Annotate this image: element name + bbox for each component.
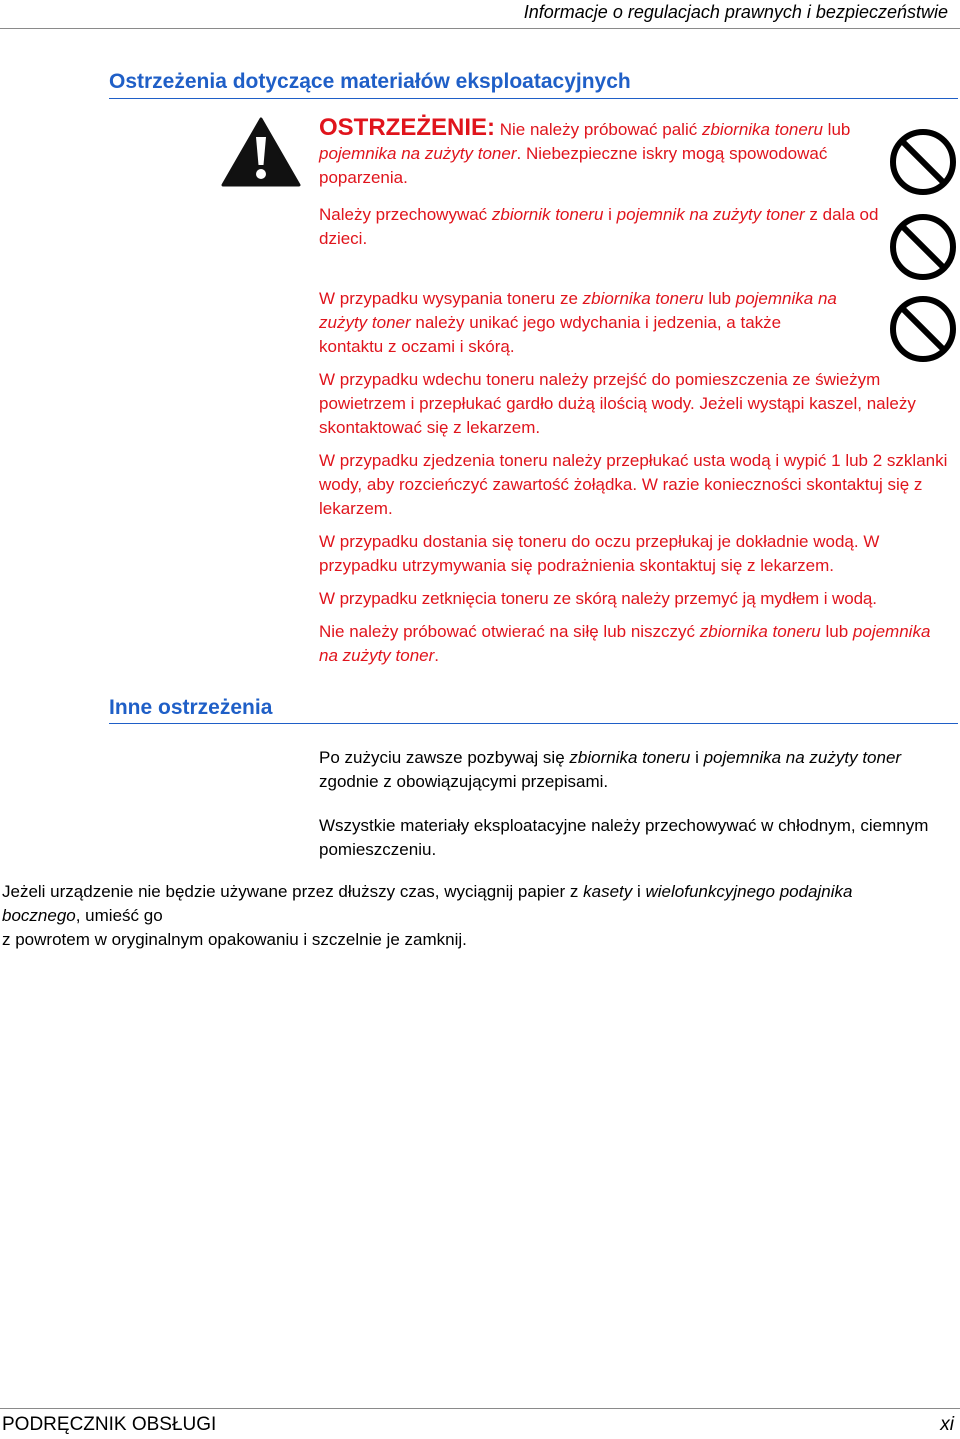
long-storage-paragraph	[2, 880, 902, 952]
text-run: zgodnie z obowiązującymi przepisami.	[319, 772, 609, 791]
text-run: lub	[822, 120, 851, 139]
storage-paragraph	[319, 814, 949, 862]
section-divider	[109, 723, 958, 724]
emphasized-term: pojemnika na zużyty toner	[703, 748, 902, 767]
text-run: Jeżeli urządzenie nie będzie używane przez dłuższy czas, wyciągnij papier z	[2, 882, 584, 901]
emphasized-term: zbiornika toneru	[699, 622, 821, 641]
prohibition-sign-icon	[889, 213, 957, 281]
text-run: Należy przechowywać	[319, 205, 492, 224]
emphasized-term: pojemnik na zużyty toner	[616, 205, 805, 224]
warning-paragraph-swallow	[319, 449, 959, 521]
emphasized-term: zbiornika toneru	[701, 120, 823, 139]
text-run: W przypadku zjedzenia toneru należy przepłukać usta wodą i wypić 1 lub 2 szklanki wody, aby rozcieńczyć zawartość żołądka. W razie konieczności skontaktuj się z lekarzem.	[319, 451, 948, 518]
text-run: W przypadku wysypania toneru ze	[319, 289, 583, 308]
text-run: Wszystkie materiały eksploatacyjne należy przechowywać w chłodnym, ciemnym pomieszczeniu.	[319, 816, 929, 859]
running-header: Informacje o regulacjach prawnych i bezpieczeństwie	[523, 2, 948, 22]
text-run: i	[632, 882, 646, 901]
section-heading-consumables: Ostrzeżenia dotyczące materiałów eksploatacyjnych	[109, 70, 631, 93]
text-run: z powrotem w oryginalnym opakowaniu i szczelnie je zamknij.	[2, 930, 467, 949]
text-run: W przypadku dostania się toneru do oczu przepłukaj je dokładnie wodą. W przypadku utrzymywania się podrażnienia skontaktuj się z lekarzem.	[319, 532, 880, 575]
emphasized-term: pojemnika na zużyty toner	[319, 144, 517, 163]
section-divider	[109, 98, 958, 99]
section-heading-other-warnings: Inne ostrzeżenia	[109, 696, 273, 719]
footer-divider	[0, 1408, 960, 1409]
emphasized-term: pojemnika na zużyty toner	[319, 289, 837, 332]
page-number: xi	[940, 1414, 954, 1435]
emphasized-term: zbiornik toneru	[491, 205, 604, 224]
warning-paragraph-spill	[319, 287, 839, 359]
emphasized-term: kasety	[583, 882, 633, 901]
text-run: . Niebezpieczne iskry mogą spowodować poparzenia.	[319, 144, 828, 187]
text-run: , umieść go	[75, 906, 163, 925]
text-run: Nie należy próbować otwierać na siłę lub niszczyć	[319, 622, 700, 641]
warning-paragraph-eyes	[319, 530, 949, 578]
warning-label: OSTRZEŻENIE:	[319, 114, 496, 141]
warning-paragraph-open	[319, 620, 944, 668]
emphasized-term: pojemnika na zużyty toner	[319, 622, 931, 665]
footer-manual-title: PODRĘCZNIK OBSŁUGI	[2, 1414, 217, 1435]
text-run: Po zużyciu zawsze pozbywaj się	[319, 748, 570, 767]
text-run: lub	[703, 289, 736, 308]
text-run: W przypadku zetknięcia toneru ze skórą należy przemyć ją mydłem i wodą.	[319, 589, 877, 608]
text-run: i	[603, 205, 617, 224]
text-run: .	[434, 646, 440, 665]
warning-paragraph-children	[319, 203, 879, 251]
text-run: z dala od dzieci.	[319, 205, 879, 248]
warning-paragraph-burn	[319, 116, 874, 190]
emphasized-term: zbiornika toneru	[582, 289, 704, 308]
text-run: Nie należy próbować palić	[495, 120, 702, 139]
warning-paragraph-skin	[319, 587, 959, 611]
header-divider	[0, 28, 960, 29]
prohibition-sign-icon	[889, 295, 957, 363]
warning-triangle-icon	[221, 117, 301, 187]
text-run: W przypadku wdechu toneru należy przejść do pomieszczenia ze świeżym powietrzem i przepłukać gardło dużą ilością wody. Jeżeli wystąpi kaszel, należy skontaktować się z lekarzem.	[319, 370, 916, 437]
warning-paragraph-inhale	[319, 368, 929, 440]
text-run: i	[690, 748, 704, 767]
text-run: należy unikać jego wdychania i jedzenia, a także kontaktu z oczami i skórą.	[319, 313, 782, 356]
emphasized-term: wielofunkcyjnego podajnika bocznego	[2, 882, 853, 925]
prohibition-sign-icon	[889, 128, 957, 196]
emphasized-term: zbiornika toneru	[569, 748, 691, 767]
text-run: lub	[820, 622, 853, 641]
disposal-paragraph	[319, 746, 949, 794]
